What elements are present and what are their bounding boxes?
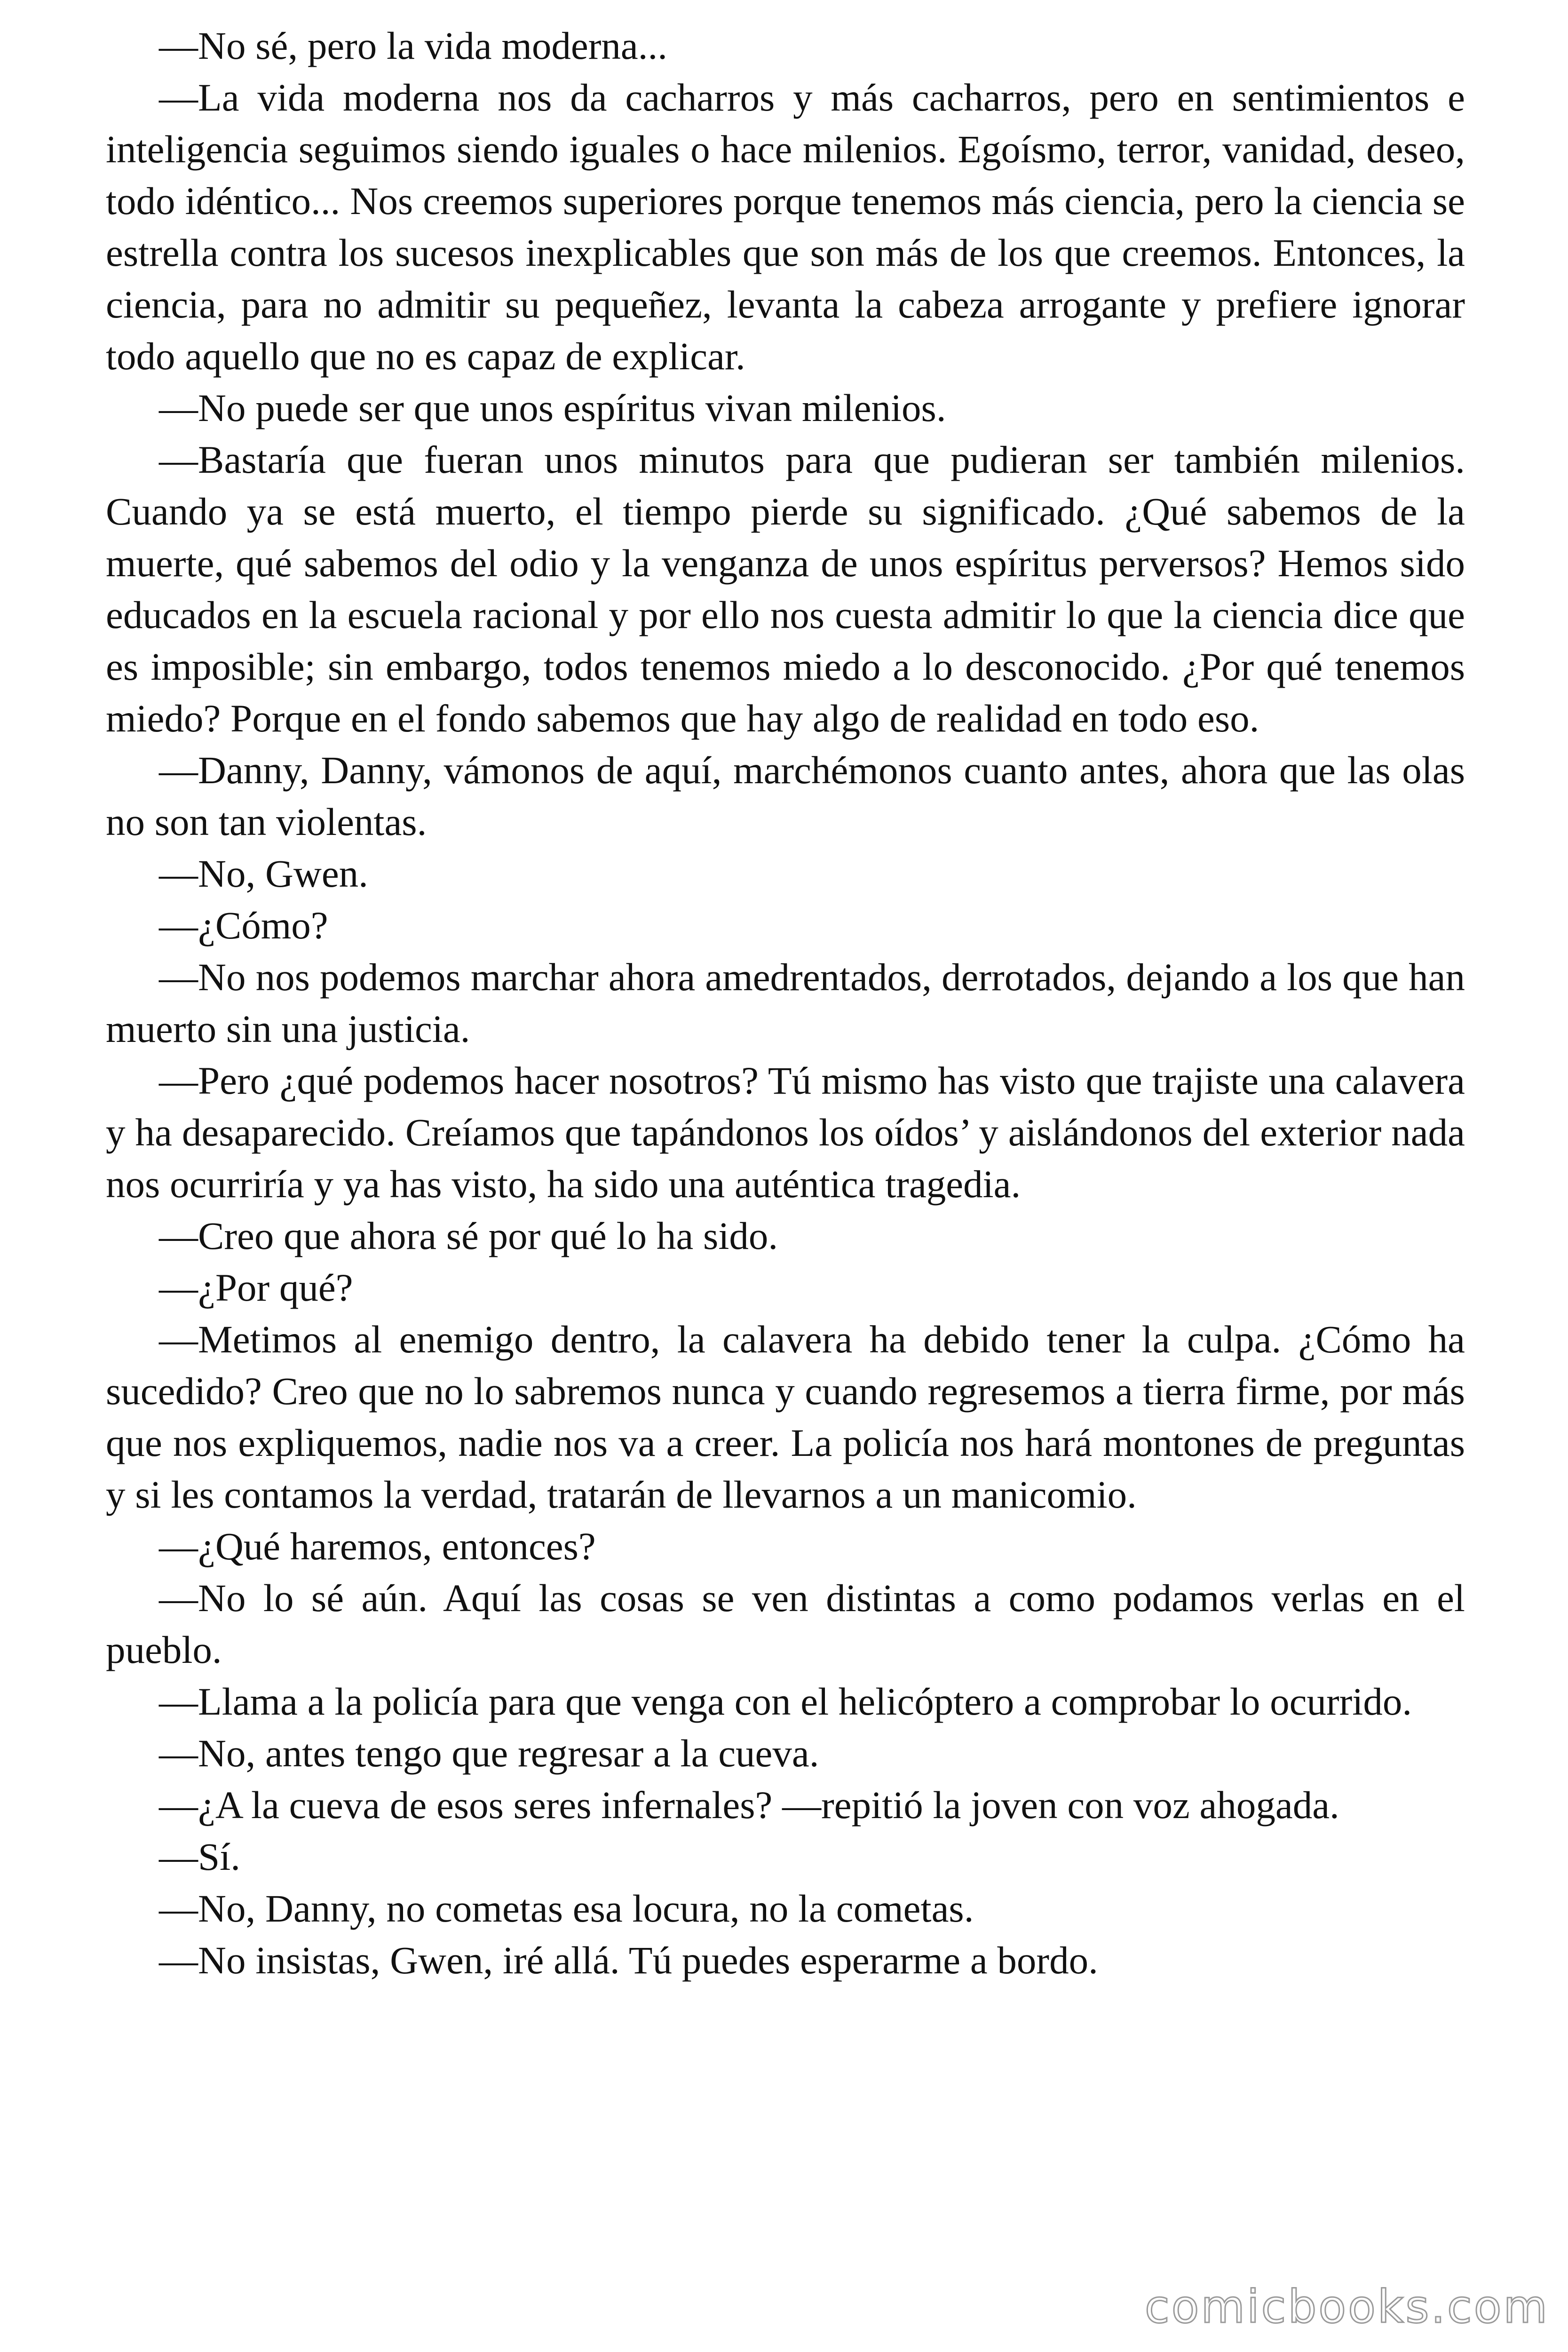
paragraph: —Sí. [159,1835,240,1878]
paragraph: —Bastaría que fueran unos minutos para que pudieran ser también milenios. Cuando ya se está muerto, el tiempo pierde su significado. ¿Qué sabemos de la muerte, qué sabemos del odio y la venganza de unos espíritus perversos? Hemos sido educados en la escuela racional y por ello nos cuesta admitir lo que la ciencia dice que es imposible; sin embargo, todos tenemos miedo a lo desconocido. ¿Por qué tenemos miedo? Porque en el fondo sabemos que hay algo de realidad en todo eso. [106,438,1465,740]
paragraph: —La vida moderna nos da cacharros y más cacharros, pero en sentimientos e inteligencia seguimos siendo iguales o hace milenios. Egoísmo, terror, vanidad, deseo, todo idéntico... Nos creemos superiores porque tenemos más ciencia, pero la ciencia se estrella contra los sucesos inexplicables que son más de los que creemos. Entonces, la ciencia, para no admitir su pequeñez, levanta la cabeza arrogante y prefiere ignorar todo aquello que no es capaz de explicar. [106,76,1465,378]
paragraph: —Llama a la policía para que venga con el helicóptero a comprobar lo ocurrido. [159,1680,1412,1723]
paragraph: —Creo que ahora sé por qué lo ha sido. [159,1214,778,1257]
paragraph: —¿Cómo? [159,904,328,947]
paragraph: —No sé, pero la vida moderna... [159,24,667,67]
watermark: comicbooks.com [1144,2280,1549,2333]
paragraph: —No puede ser que unos espíritus vivan milenios. [159,386,946,429]
paragraph: —No nos podemos marchar ahora amedrentados, derrotados, dejando a los que han muerto sin una justicia. [106,955,1465,1050]
paragraph: —No, Danny, no cometas esa locura, no la cometas. [159,1887,974,1930]
paragraph: —¿Qué haremos, entonces? [159,1525,596,1568]
paragraph: —¿Por qué? [159,1266,353,1309]
page-body [106,20,1465,1986]
paragraph: —No, Gwen. [159,852,368,895]
paragraph: —No insistas, Gwen, iré allá. Tú puedes esperarme a bordo. [159,1939,1098,1982]
paragraph: —Metimos al enemigo dentro, la calavera ha debido tener la culpa. ¿Cómo ha sucedido? Creo que no lo sabremos nunca y cuando regresemos a tierra firme, por más que nos expliquemos, nadie nos va a creer. La policía nos hará montones de preguntas y si les contamos la verdad, tratarán de llevarnos a un manicomio. [106,1318,1465,1516]
paragraph: —Pero ¿qué podemos hacer nosotros? Tú mismo has visto que trajiste una calavera y ha desaparecido. Creíamos que tapándonos los oídos’ y aislándonos del exterior nada nos ocurriría y ya has visto, ha sido una auténtica tragedia. [106,1059,1465,1206]
paragraph: —No lo sé aún. Aquí las cosas se ven distintas a como podamos verlas en el pueblo. [106,1576,1465,1671]
paragraph: —No, antes tengo que regresar a la cueva. [159,1732,819,1775]
paragraph: —¿A la cueva de esos seres infernales? —repitió la joven con voz ahogada. [159,1783,1339,1827]
paragraph: —Danny, Danny, vámonos de aquí, marchémonos cuanto antes, ahora que las olas no son tan violentas. [106,748,1465,843]
